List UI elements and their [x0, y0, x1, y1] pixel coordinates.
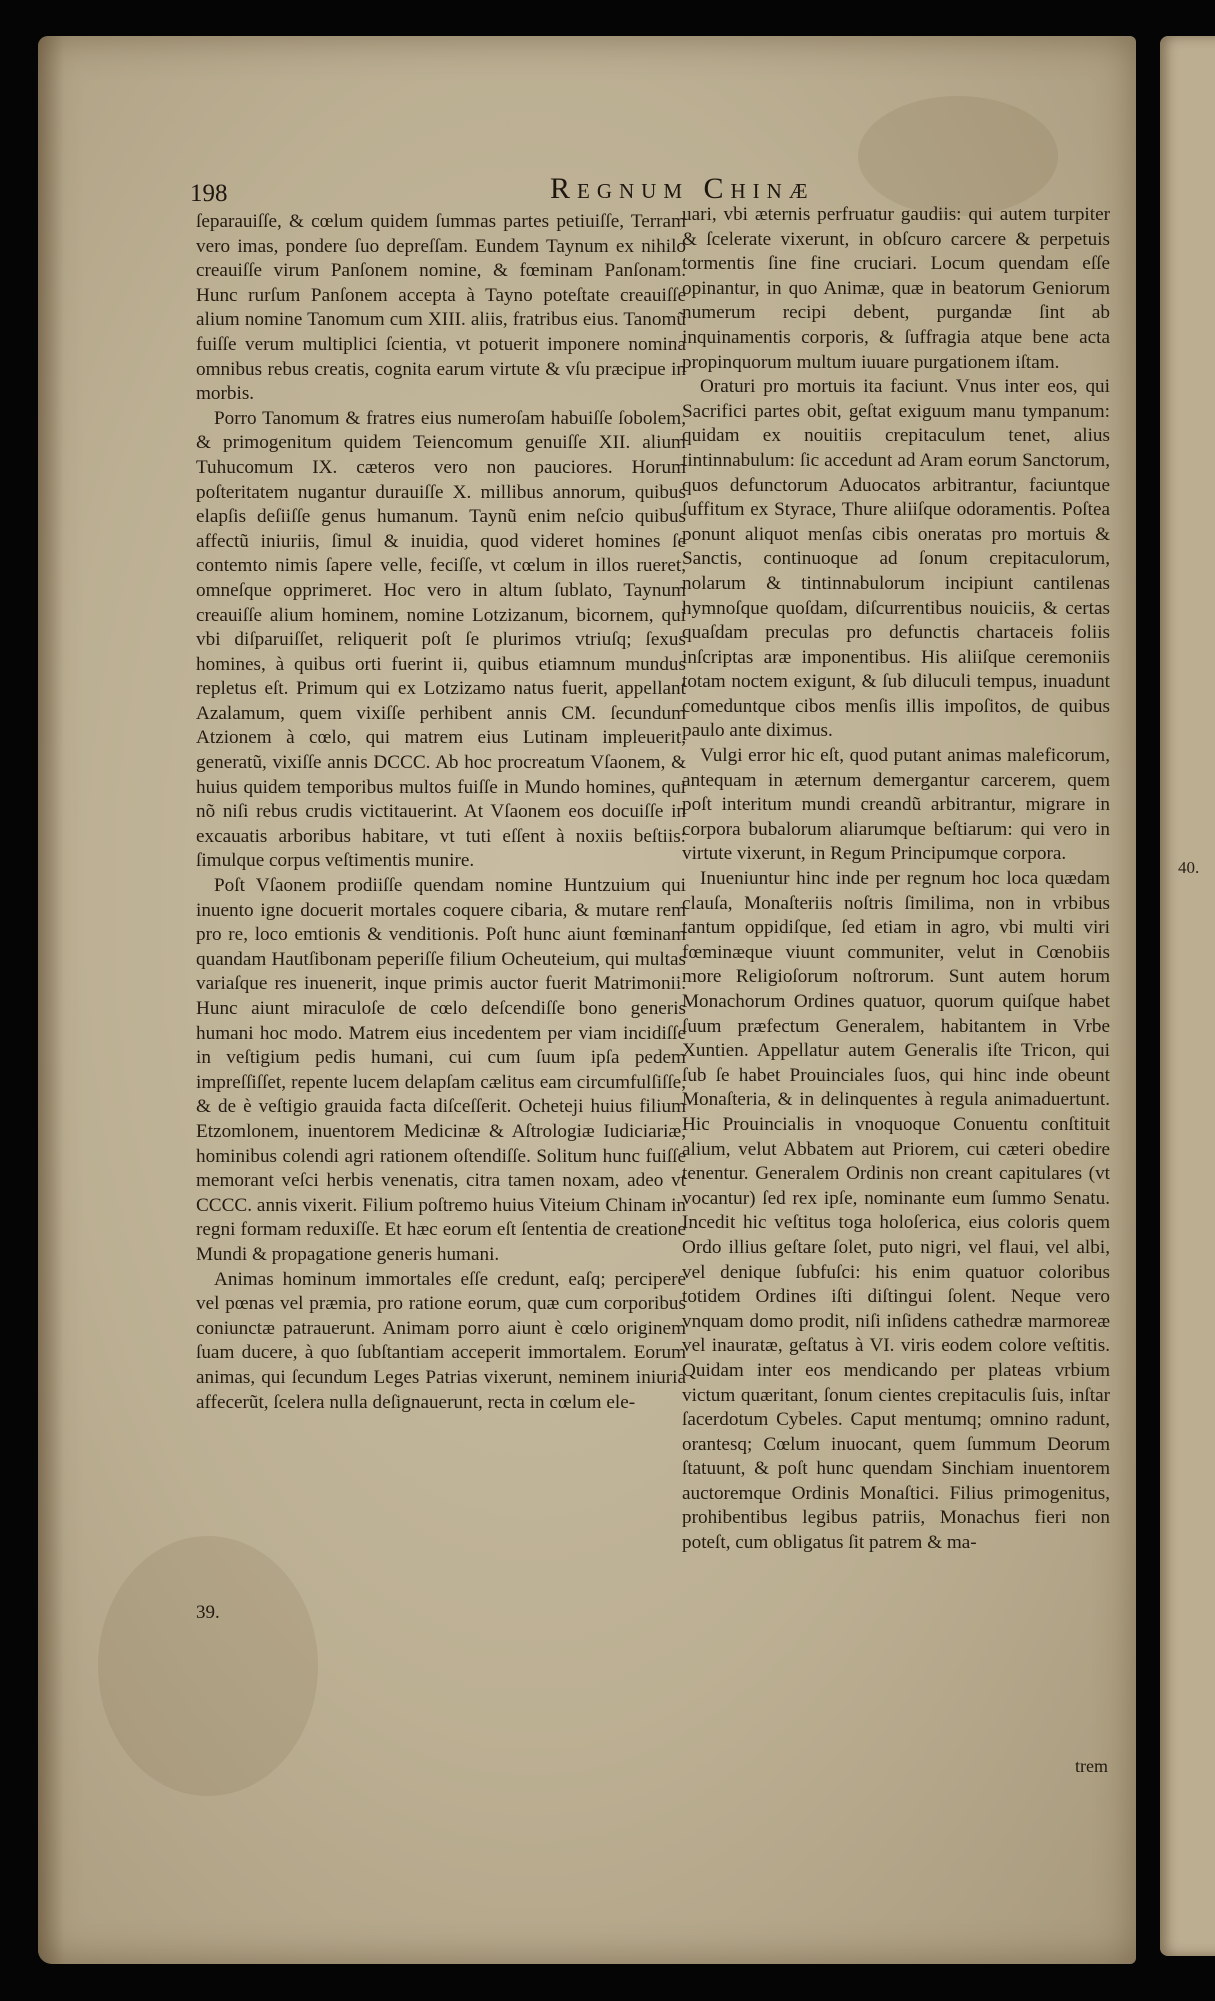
left-text-column [196, 210, 686, 1415]
running-title: Regnum Chinæ [550, 172, 815, 205]
paragraph: ſeparauiſſe, & cœlum quidem ſummas partes petiuiſſe, Terram vero imas, pondere ſuo depreſſam. Eundem Taynum ex nihilo creauiſſe virum Panſonem nomine, & fœminam Panſonam. Hunc rurſum Panſonem accepta à Tayno poteſtate creauiſſe alium nomine Tanomum cum XIII. aliis, fratribus eius. Tanomũ fuiſſe verum multiplici ſcientia, vt potuerit imponere nomina omnibus rebus creatis, cognita earum virtute & vſu præcipue in morbis. [196, 211, 686, 405]
paragraph: Oraturi pro mortuis ita faciunt. Vnus inter eos, qui Sacrifici partes obit, geſtat exiguum manu tympanum: quidam ex nouitiis crepitaculum tenet, alius tintinnabulum: ſic accedunt ad Aram eorum Sanctorum, quos defunctorum Aduocatos arbitrantur, faciuntque ſuffitum ex Styrace, Thure aliiſque odoramentis. Poſtea ponunt aliquot menſas cibis oneratas pro mortuis & Sanctis, continuoque ad ſonum crepitaculorum, nolarum & tintinnabulorum incipiunt cantilenas hymnoſque quoſdam, diſcurrentibus nouiciis, & certas quaſdam preculas pro defunctis chartaceis foliis inſcriptas aræ imponentibus. His aliiſque ceremoniis totam noctem exigunt, & ſub diluculi tempus, inuadunt comeduntque cibos menſis illis impoſitos, de quibus paulo ante diximus. [682, 376, 1110, 742]
paper-stain [98, 1536, 318, 1796]
paragraph: Porro Tanomum & fratres eius numeroſam habuiſſe ſobolem, & primogenitum quidem Teiencomum genuiſſe XII. alium Tuhucomum IX. cæteros vero non pauciores. Horum poſteritatem nugantur durauiſſe X. millibus annorum, quibus elapſis deſiiſſe genus humanum. Taynũ enim neſcio quibus affectũ iniuriis, ſimul & inuidia, quod videret homines ſe contemto nimis ſapere velle, feciſſe, vt cœlum in illos rueret, omneſque opprimeret. Hoc vero in altum ſublato, Taynum creauiſſe alium hominem, nomine Lotzizanum, bicornem, qui vbi diſparuiſſet, reliquerit poſt ſe plurimos vtriuſq; ſexus homines, à quibus orti fuerint ii, quibus etiamnum mundus repletus eſt. Primum qui ex Lotzizamo natus fuerit, appellant Azalamum, quem vixiſſe perhibent annis CM. ſecundum Atzionem à cœlo, qui matrem eius Lutinam impleuerit, generatũ, vixiſſe annis DCCC. Ab hoc procreatum Vſaonem, & huius quidem temporibus multos fuiſſe in Mundo homines, qui nõ niſi rebus crudis victitauerint. At Vſaonem eos docuiſſe in excauatis arboribus habitare, vt tuti eſſent à noxiis beſtiis: ſimulque corpus veſtimentis munire. [196, 407, 686, 872]
margin-section-number-left: 39. [196, 1602, 220, 1623]
paragraph: Inueniuntur hinc inde per regnum hoc loca quædam clauſa, Monaſteriis noſtris ſimilima, non in vrbibus tantum oppidiſque, ſed etiam in agro, vbi multi viri fœminæque viuunt communiter, velut in Cœnobiis more Religioſorum noſtrorum. Sunt autem horum Monachorum Ordines quatuor, quorum quiſque habet ſuum præfectum Generalem, habitantem in Vrbe Xuntien. Appellatur autem Generalis iſte Tricon, qui ſub ſe habet Prouinciales ſuos, qui hinc inde obeunt Monaſteria, & in delinquentes à regula animaduertunt. Hic Prouincialis in vnoquoque Conuentu conſtituit alium, velut Abbatem aut Priorem, cui cæteri obedire tenentur. Generalem Ordinis non creant capitulares (vt vocantur) ſed rex ipſe, nominante eum ſummo Senatu. Incedit hic veſtitus toga holoſerica, eius coloris quem Ordo illius geſtare ſolet, puto nigri, vel flaui, vel albi, vel denique ſubfuſci: his enim quatuor coloribus totidem Ordines iſti diſtingui ſolent. Neque vero vnquam domo prodit, niſi inſidens cathedræ marmoreæ vel inauratæ, geſtatus à VI. viris eodem colore veſtitis. Quidam inter eos mendicando per plateas vrbium victum quæritant, ſonum cientes crepitaculis ſuis, inſtar ſacerdotum Cybeles. Caput mentumq; omnino radunt, orantesq; Cœlum inuocant, quem ſummum Deorum ſtatuunt, & poſt hunc quendam Sinchiam inuentorem auctoremque Ordinis Monaſtici. Filius primogenitus, prohibentibus legibus patriis, Monachus fieri non poteſt, cum obligatus ſit patrem & ma- [682, 868, 1110, 1554]
paragraph: Poſt Vſaonem prodiiſſe quendam nomine Huntzuium qui inuento igne docuerit mortales coquere cibaria, & mutare rem pro re, loco emtionis & venditionis. Poſt hunc aiunt fœminam quandam Hautſibonam peperiſſe filium Ocheuteium, qui multas variaſque res inuenerit, inque primis auctor fuerit Matrimonii. Hunc aiunt miraculoſe de cœlo deſcendiſſe bono generis humani hoc modo. Matrem eius incedentem per viam incidiſſe in veſtigium pedis humani, cui cum ſuum ipſa pedem impreſſiſſet, repente lucem delapſam cælitus eam circumfulſiſſe, & de è veſtigio grauida facta diſceſſerit. Ocheteji huius filium Etzomlonem, inuentorem Medicinæ & Aſtrologiæ Iudiciariæ, hominibus colendi agri rationem oſtendiſſe. Solitum hunc fuiſſe memorant veſci herbis venenatis, citra tamen noxam, adeo vt CCCC. annis vixerit. Filium poſtremo huius Viteium Chinam in regni formam reduxiſſe. Et hæc eorum eſt ſententia de creatione Mundi & propagatione generis humani. [196, 875, 686, 1265]
paragraph: Vulgi error hic eſt, quod putant animas maleficorum, antequam in æternum demergantur carcerem, quem poſt interitum mundi creandũ arbitrantur, migrare in corpora bubalorum aliarumque beſtiarum: qui vero in virtute vixerunt, in Regum Principumque corpora. [682, 745, 1110, 865]
page-gutter-shadow [38, 36, 64, 1964]
paragraph: Animas hominum immortales eſſe credunt, eaſq; percipere vel pœnas vel præmia, pro ratione eorum, quæ cum corporibus coniunctæ patrauerunt. Animam porro aiunt è cœlo originem ſuam ducere, à quo ſubſtantiam acceperit immortalem. Eorum animas, qui ſecundum Leges Patrias vixerunt, neminem iniuria affecerũt, ſcelera nulla deſignauerunt, recta in cœlum ele- [196, 1268, 686, 1413]
right-text-column [682, 203, 1110, 1556]
paragraph: uari, vbi æternis perfruatur gaudiis: qui autem turpiter & ſcelerate vixerunt, in obſcuro carcere & perpetuis tormentis ſine fine cruciari. Locum quendam eſſe opinantur, in quo Animæ, quæ in beatorum Geniorum numerum recipi debent, purgandæ ſint ab inquinamentis corporis, & ſuffragia atque bene acta propinquorum multum iuuare purgationem iſtam. [682, 204, 1110, 373]
catchword: trem [1075, 1756, 1108, 1776]
margin-section-number-right: 40. [1178, 858, 1200, 877]
page-header [190, 138, 1130, 207]
page-number: 198 [190, 180, 228, 207]
adjacent-page-edge [1160, 36, 1215, 1956]
